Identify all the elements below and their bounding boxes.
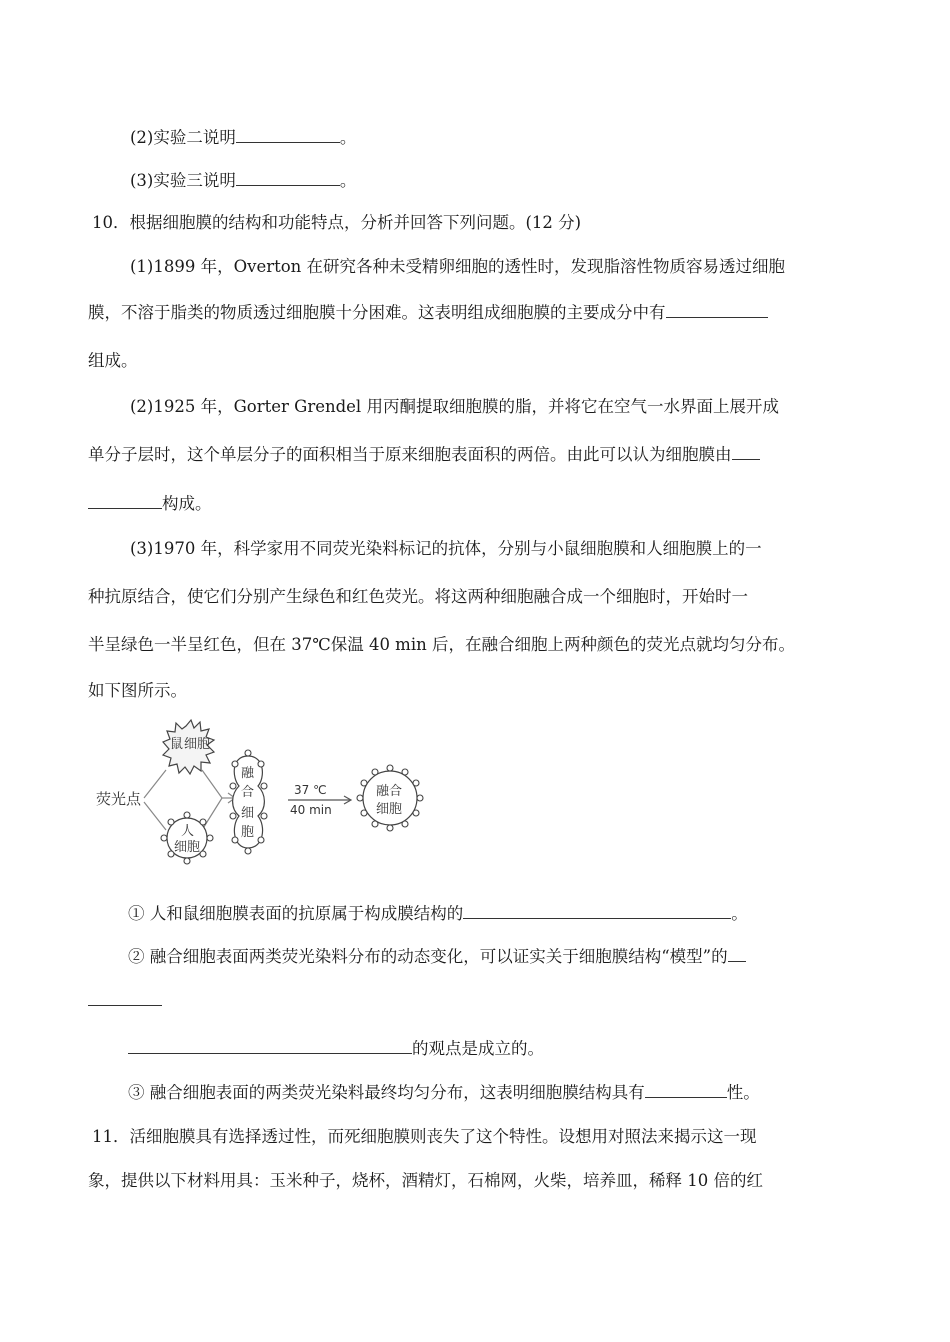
answer-blank[interactable] [236,127,340,143]
fused-b-label-1: 融合 [376,784,403,799]
mouse-label-3: 胞 [197,737,211,752]
cell-fusion-diagram [88,718,428,878]
sub1-end: 。 [731,904,748,923]
sub3-end: 性。 [726,1083,760,1102]
human-label-1: 人 [181,824,195,839]
q10-1-line-b [88,302,768,324]
q10-1-line-c: 组成。 [88,351,138,370]
answer-blank[interactable] [732,444,760,460]
sub2-blank-line [88,990,162,1012]
mouse-label-2: 细 [184,737,198,752]
answer-blank-continued[interactable] [88,990,162,1006]
q11-line-b: 象，提供以下材料用具：玉米种子，烧杯，酒精灯，石棉网，火柴，培养皿，稀释 10 倍的红 [88,1171,763,1190]
answer-blank[interactable] [645,1082,727,1098]
sub2-text: ② 融合细胞表面两类荧光染料分布的动态变化，可以证实关于细胞膜结构“模型”的 [128,947,728,966]
human-cell [161,812,213,864]
fused-cell-final [357,765,423,831]
q10-2-end: 构成。 [162,494,212,513]
mouse-label-1: 鼠 [170,737,184,752]
q9-3-text: (3)实验三说明 [130,171,236,190]
answer-blank[interactable] [728,946,746,962]
sub2-line [128,946,746,968]
q9-2-text: (2)实验二说明 [130,128,236,147]
q10-3-line-a: (3)1970 年，科学家用不同荧光染料标记的抗体，分别与小鼠细胞膜和人细胞膜上的一 [130,539,762,558]
fused-a-label-4: 胞 [241,825,255,840]
fused-a-label-2: 合 [241,785,255,800]
cell-fusion-figure [88,718,428,882]
answer-blank[interactable] [463,903,731,919]
answer-blank-continued[interactable] [128,1038,412,1054]
q10-2-line-b [88,444,760,466]
sub2-cont-text: 的观点是成立的。 [412,1039,544,1058]
q11-line-a: 11．活细胞膜具有选择透过性，而死细胞膜则丧失了这个特性。设想用对照法来揭示这一现 [92,1127,757,1146]
q9-3-end: 。 [339,171,357,190]
q10-3-line-d: 如下图所示。 [88,681,187,700]
q10-3-line-b: 种抗原结合，使它们分别产生绿色和红色荧光。将这两种细胞融合成一个细胞时，开始时一 [88,587,748,606]
sub3-text: ③ 融合细胞表面的两类荧光染料最终均匀分布，这表明细胞膜结构具有 [128,1083,645,1102]
answer-blank[interactable] [666,302,768,318]
mouse-cell [163,720,214,774]
line-label-to-mouse [144,770,166,798]
q10-title: 10．根据细胞膜的结构和功能特点，分析并回答下列问题。(12 分) [92,213,582,232]
q10-3-line-c: 半呈绿色一半呈红色，但在 37℃保温 40 min 后，在融合细胞上两种颜色的荧光点就均匀分布。 [88,635,795,654]
label-fluorescent-points: 荧光点 [96,790,142,808]
fused-a-label-1: 融 [241,766,255,781]
q10-2-line-a: (2)1925 年，Gorter Grendel 用丙酮提取细胞膜的脂，并将它在空气一水界面上展开成 [130,397,779,416]
line-label-to-human [144,802,166,830]
human-label-2: 细胞 [174,840,201,855]
sub1-text: ① 人和鼠细胞膜表面的抗原属于构成膜结构的 [128,904,464,923]
q10-1-text: 膜，不溶于脂类的物质透过细胞膜十分困难。这表明组成细胞膜的主要成分中有 [88,303,666,322]
fused-b-label-2: 细胞 [376,802,403,817]
sub2-cont-line [128,1038,544,1060]
answer-blank-continued[interactable] [88,493,162,509]
answer-blank[interactable] [236,170,340,186]
arrow-label-time: 40 min [290,803,332,817]
arrow-label-temperature: 37 ℃ [294,783,327,797]
q9-3-line [130,170,356,192]
sub3-line [128,1082,760,1104]
q10-2-line-c [88,493,212,515]
q9-2-end: 。 [339,128,357,147]
q9-2-line [130,127,356,149]
sub1-line [128,903,748,925]
q10-1-line-a: (1)1899 年，Overton 在研究各种未受精卵细胞的透性时，发现脂溶性物质容易透过细胞 [130,257,786,276]
fused-cell-initial [230,750,267,854]
fused-a-label-3: 细 [241,806,255,821]
q10-2-text: 单分子层时，这个单层分子的面积相当于原来细胞表面积的两倍。由此可以认为细胞膜由 [88,445,732,464]
